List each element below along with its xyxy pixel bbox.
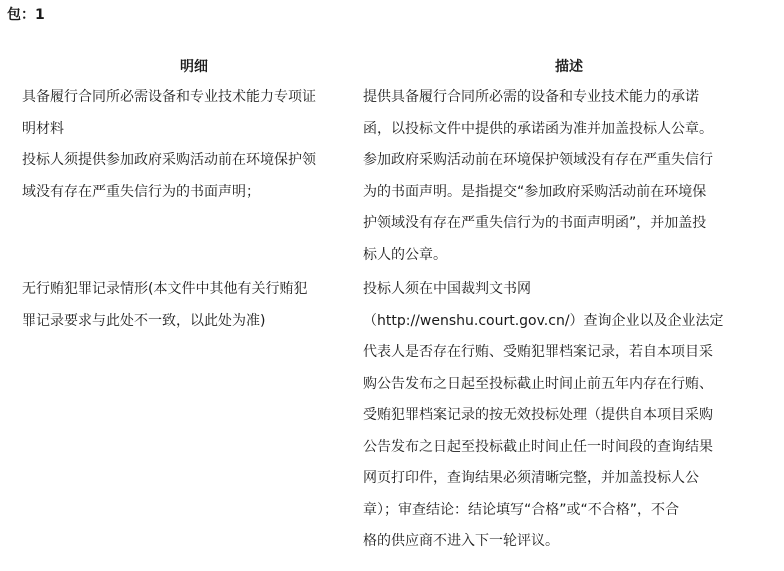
row-2-description-line: 参加政府采购活动前在环境保护领域没有存在严重失信行 (363, 152, 713, 168)
row-2-detail-line: 投标人须提供参加政府采购活动前在环境保护领 (22, 152, 316, 168)
row-3-description-line: 代表人是否存在行贿、受贿犯罪档案记录，若自本项目采 (363, 344, 713, 360)
row-1-description-line: 函，以投标文件中提供的承诺函为准并加盖投标人公章。 (363, 120, 713, 137)
row-3-description-line: 章）；审查结论：结论填写“合格”或“不合格”，不合 (363, 501, 680, 518)
row-1-detail-line: 明材料 (22, 120, 64, 137)
row-1-detail-line: 具备履行合同所必需设备和专业技术能力专项证 (22, 89, 316, 105)
row-2-description-line: 标人的公章。 (363, 246, 447, 263)
row-3-description-line: 受贿犯罪档案记录的按无效投标处理（提供自本项目采购 (363, 407, 713, 423)
row-2-description-line: 护领域没有存在严重失信行为的书面声明函”，并加盖投 (363, 215, 707, 231)
column-header-detail: 明细 (180, 59, 208, 75)
row-3-description-line: 网页打印件，查询结果必须清晰完整，并加盖投标人公 (363, 470, 699, 486)
column-header-description: 描述 (555, 59, 583, 75)
row-2-detail-line: 域没有存在严重失信行为的书面声明； (22, 183, 260, 200)
row-1-detail (22, 82, 362, 145)
row-3-description-line: 购公告发布之日起至投标截止时间止前五年内存在行贿、 (363, 375, 713, 392)
row-3-detail-line: 罪记录要求与此处不一致，以此处为准) (22, 312, 266, 329)
row-3-detail (22, 274, 362, 337)
row-3-description-line: 投标人须在中国裁判文书网 (363, 281, 531, 297)
row-3-description-line: （http://wenshu.court.gov.cn/）查询企业以及企业法定 (363, 312, 724, 329)
row-2-detail (22, 145, 362, 208)
row-1-description (363, 82, 775, 145)
package-label: 包：1 (7, 7, 45, 23)
row-1-description-line: 提供具备履行合同所必需的设备和专业技术能力的承诺 (363, 89, 699, 105)
row-2-description-line: 为的书面声明。是指提交“参加政府采购活动前在环境保 (363, 183, 707, 200)
row-3-description-line: 公告发布之日起至投标截止时间止任一时间段的查询结果 (363, 438, 713, 455)
row-3-description-line: 格的供应商不进入下一轮评议。 (363, 533, 559, 549)
row-3-description (363, 274, 775, 558)
row-2-description (363, 145, 775, 271)
row-3-detail-line: 无行贿犯罪记录情形(本文件中其他有关行贿犯 (22, 281, 308, 297)
